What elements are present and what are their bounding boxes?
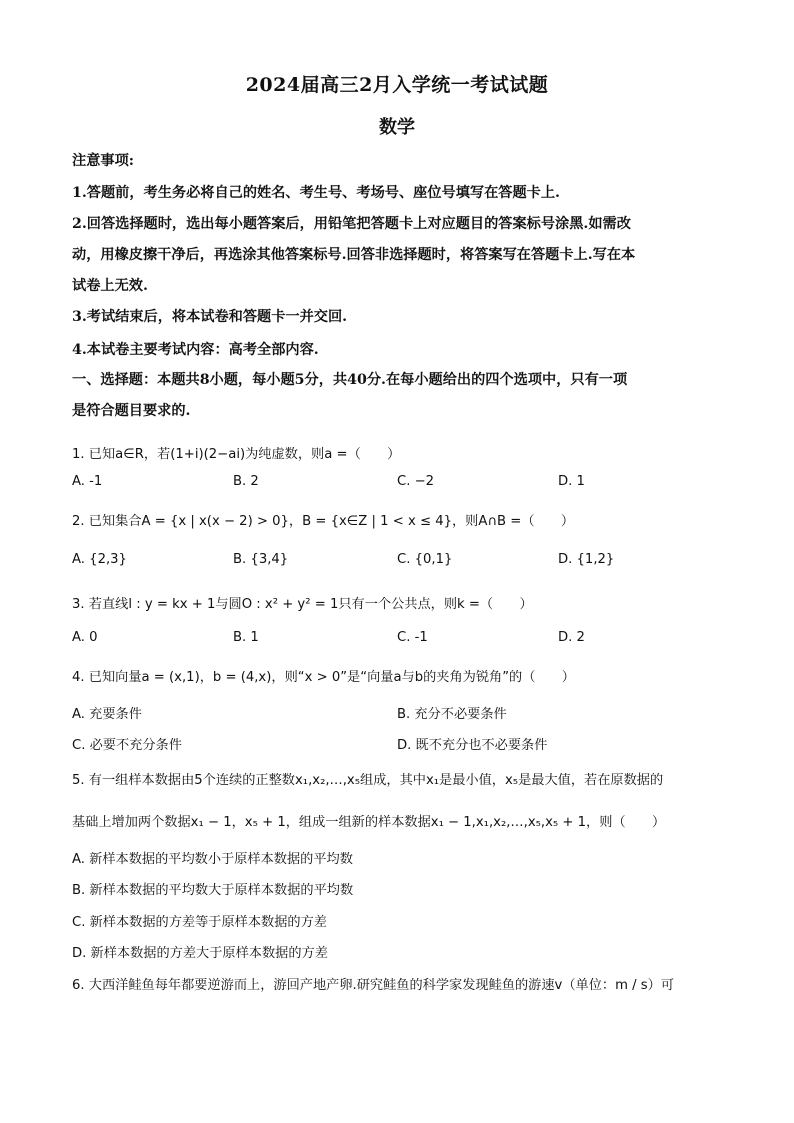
question-stem-6: 6. 大西洋鲑鱼每年都要逆游而上，游回产地产卵.研究鲑鱼的科学家发现鲑鱼的游速v（单位：m / s）可 bbox=[72, 978, 674, 993]
option-a: A. 充要条件 bbox=[72, 707, 142, 722]
notice-heading: 注意事项: bbox=[72, 153, 134, 169]
option-c: C. −2 bbox=[397, 474, 435, 489]
question-stem-2: 2. 已知集合A = {x | x(x − 2) > 0}，B = {x∈Z | 1 < x ≤ 4}，则A∩B =（ ） bbox=[72, 514, 575, 529]
option-c: C. 必要不充分条件 bbox=[72, 738, 182, 753]
option-c: C. 新样本数据的方差等于原样本数据的方差 bbox=[72, 915, 327, 930]
notice-line: 3.考试结束后，将本试卷和答题卡一并交回. bbox=[72, 309, 348, 325]
question-stem-5-cont: 基础上增加两个数据x₁ − 1，x₅ + 1，组成一组新的样本数据x₁ − 1,x₁,x₂,…,x₅,x₅ + 1，则（ ） bbox=[72, 815, 666, 830]
option-a: A. {2,3} bbox=[72, 552, 127, 567]
notice-line: 1.答题前，考生务必将自己的姓名、考生号、考场号、座位号填写在答题卡上. bbox=[72, 185, 560, 201]
notice-line: 4.本试卷主要考试内容：高考全部内容. bbox=[72, 342, 319, 358]
option-a: A. -1 bbox=[72, 474, 103, 489]
option-c: C. {0,1} bbox=[397, 552, 453, 567]
option-d: D. 2 bbox=[558, 630, 585, 645]
option-d: D. 1 bbox=[558, 474, 585, 489]
option-a: A. 0 bbox=[72, 630, 98, 645]
notice-line: 2.回答选择题时，选出每小题答案后，用铅笔把答题卡上对应题目的答案标号涂黑.如需改 bbox=[72, 216, 631, 232]
section-heading-cont: 是符合题目要求的. bbox=[72, 403, 191, 419]
option-d: D. 新样本数据的方差大于原样本数据的方差 bbox=[72, 946, 328, 961]
option-b: B. 充分不必要条件 bbox=[397, 707, 507, 722]
option-b: B. 新样本数据的平均数大于原样本数据的平均数 bbox=[72, 883, 354, 898]
notice-line: 动，用橡皮擦干净后，再选涂其他答案标号.回答非选择题时，将答案写在答题卡上.写在本 bbox=[72, 247, 636, 263]
option-b: B. {3,4} bbox=[233, 552, 289, 567]
question-stem-5: 5. 有一组样本数据由5个连续的正整数x₁,x₂,…,x₅组成，其中x₁是最小值，x₅是最大值，若在原数据的 bbox=[72, 773, 664, 788]
option-a: A. 新样本数据的平均数小于原样本数据的平均数 bbox=[72, 852, 353, 867]
question-stem-4: 4. 已知向量a = (x,1)，b = (4,x)，则“x > 0”是“向量a与b的夹角为锐角”的（ ） bbox=[72, 670, 575, 685]
option-b: B. 1 bbox=[233, 630, 259, 645]
exam-title: 2024届高三2月入学统一考试试题 bbox=[245, 74, 549, 96]
option-d: D. {1,2} bbox=[558, 552, 615, 567]
exam-subject: 数学 bbox=[379, 117, 415, 138]
notice-line: 试卷上无效. bbox=[72, 278, 148, 294]
option-b: B. 2 bbox=[233, 474, 259, 489]
question-stem-1: 1. 已知a∈R，若(1+i)(2−ai)为纯虚数，则a =（ ） bbox=[72, 447, 401, 462]
question-stem-3: 3. 若直线l : y = kx + 1与圆O : x² + y² = 1只有一个公共点，则k =（ ） bbox=[72, 597, 533, 612]
option-d: D. 既不充分也不必要条件 bbox=[397, 738, 548, 753]
option-c: C. -1 bbox=[397, 630, 428, 645]
section-heading: 一、选择题：本题共8小题，每小题5分，共40分.在每小题给出的四个选项中，只有一项 bbox=[72, 372, 628, 388]
